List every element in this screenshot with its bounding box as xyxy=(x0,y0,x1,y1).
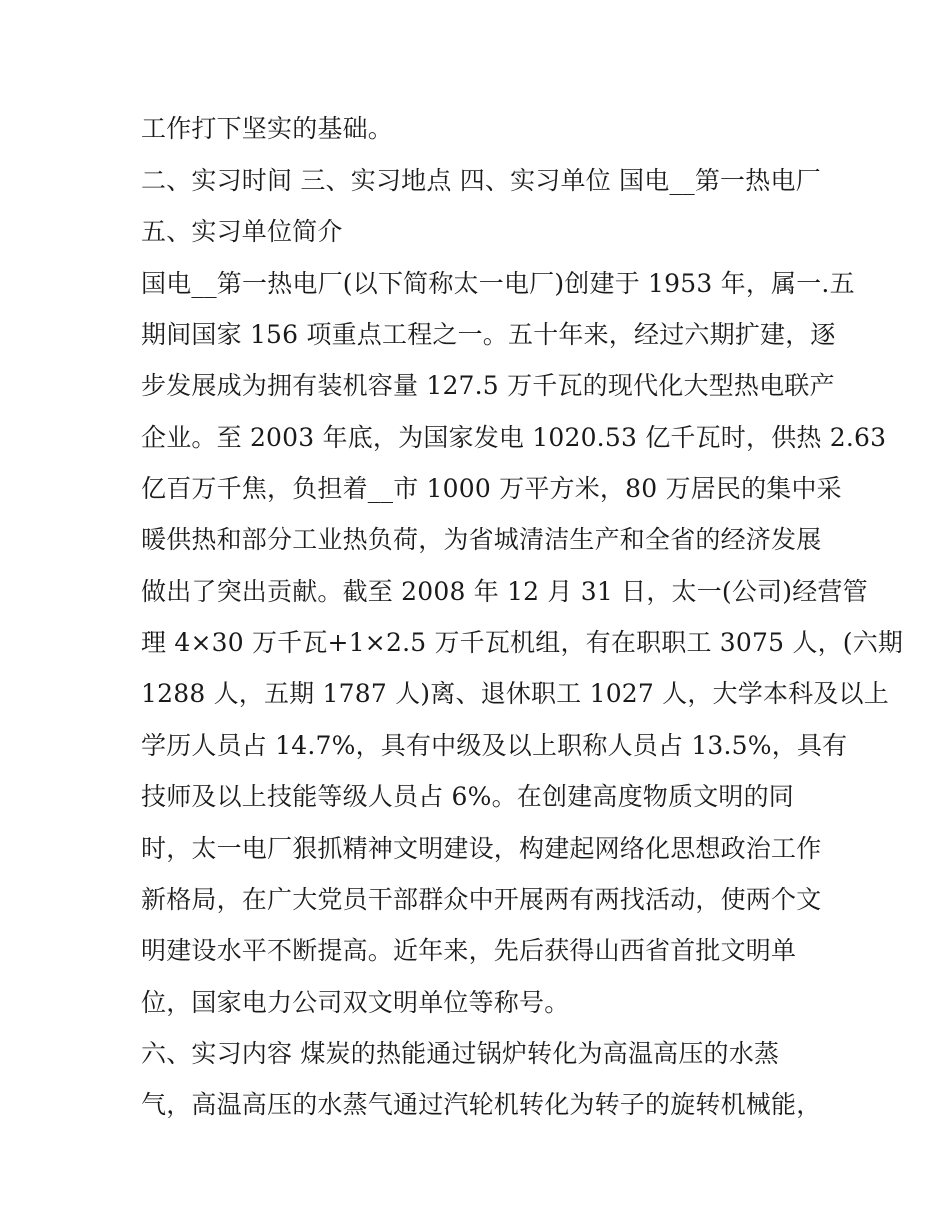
text-line-1: 工作打下坚实的基础。 xyxy=(141,114,394,143)
text-line-5: 期间国家 156 项重点工程之一。五十年来，经过六期扩建，逐 xyxy=(141,320,836,349)
text-line-14: 技师及以上技能等级人员占 6%。在创建高度物质文明的同 xyxy=(141,782,795,811)
text-line-18: 位，国家电力公司双文明单位等称号。 xyxy=(141,988,570,1017)
text-line-20: 气，高温高压的水蒸气通过汽轮机转化为转子的旋转机械能， xyxy=(141,1090,822,1119)
text-line-8: 亿百万千焦，负担着__市 1000 万平方米，80 万居民的集中采 xyxy=(141,474,842,503)
text-line-2: 二、实习时间 三、实习地点 四、实习单位 国电__第一热电厂 xyxy=(141,166,821,195)
text-line-17: 明建设水平不断提高。近年来，先后获得山西省首批文明单 xyxy=(141,936,797,965)
text-line-3: 五、实习单位简介 xyxy=(141,217,343,246)
text-line-7: 企业。至 2003 年底，为国家发电 1020.53 亿千瓦时，供热 2.63 xyxy=(141,423,887,452)
text-line-13: 学历人员占 14.7%，具有中级及以上职称人员占 13.5%，具有 xyxy=(141,731,848,760)
text-line-11: 理 4×30 万千瓦+1×2.5 万千瓦机组，有在职职工 3075 人，(六期 xyxy=(141,628,904,657)
text-line-19: 六、实习内容 煤炭的热能通过锅炉转化为高温高压的水蒸 xyxy=(141,1039,780,1068)
text-line-4: 国电__第一热电厂(以下简称太一电厂)创建于 1953 年，属一.五 xyxy=(141,269,855,298)
text-line-12: 1288 人，五期 1787 人)离、退休职工 1027 人，大学本科及以上 xyxy=(141,679,889,708)
text-line-6: 步发展成为拥有装机容量 127.5 万千瓦的现代化大型热电联产 xyxy=(141,371,835,400)
text-line-9: 暖供热和部分工业热负荷，为省城清洁生产和全省的经济发展 xyxy=(141,525,822,554)
text-line-10: 做出了突出贡献。截至 2008 年 12 月 31 日，太一(公司)经营管 xyxy=(141,577,868,606)
text-line-16: 新格局，在广大党员干部群众中开展两有两找活动，使两个文 xyxy=(141,885,822,914)
text-line-15: 时，太一电厂狠抓精神文明建设，构建起网络化思想政治工作 xyxy=(141,834,822,863)
